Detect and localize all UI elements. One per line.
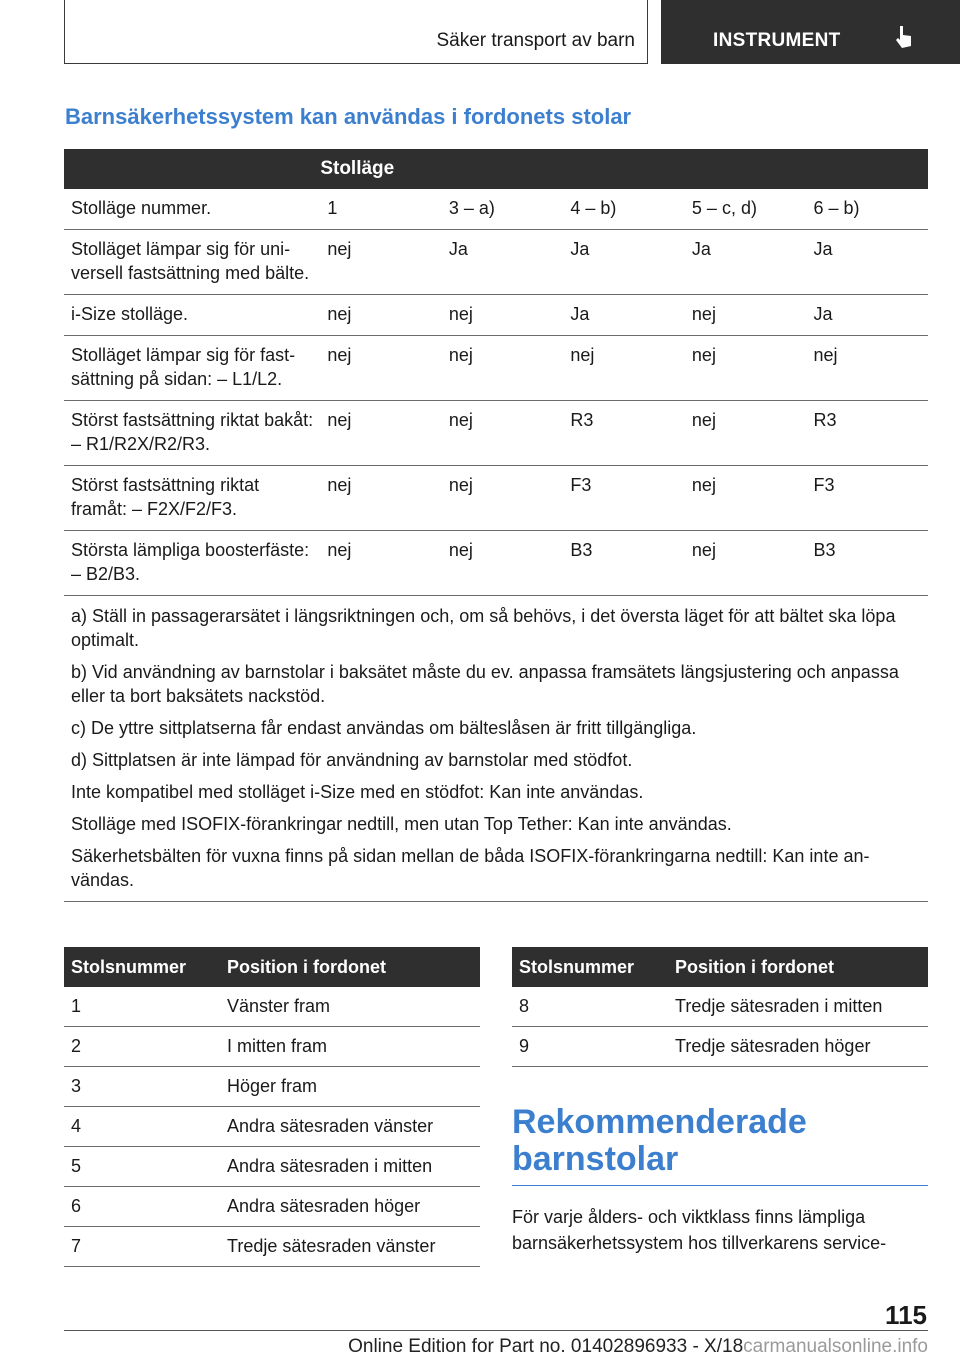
section-heading: Rekommenderade barnstolar — [512, 1104, 928, 1186]
seat-position: I mitten fram — [220, 1027, 480, 1067]
header-spacer — [64, 149, 320, 189]
row-value: F3 — [806, 466, 928, 531]
seat-position: Tredje sätesraden vänster — [220, 1227, 480, 1267]
row-value: nej — [320, 401, 442, 466]
seat-table-body — [64, 189, 928, 902]
row-value: nej — [320, 466, 442, 531]
seat-position: Andra sätesraden vänster — [220, 1107, 480, 1147]
row-value: nej — [442, 531, 564, 596]
row-value: nej — [685, 336, 807, 401]
table-row — [64, 401, 928, 466]
seat-number: 3 — [64, 1067, 220, 1107]
table-row — [64, 1067, 480, 1107]
seat-position: Andra sätesraden i mitten — [220, 1147, 480, 1187]
table-row — [64, 230, 928, 295]
footer-divider — [64, 1330, 928, 1331]
footnote: b) Vid användning av barnstolar i baksätet måste du ev. anpassa framsätets längsjustering och anpassa eller ta bort baksätets nackstöd. — [71, 662, 899, 706]
footnote: Säkerhetsbälten för vuxna finns på sidan mellan de båda ISOFIX-förankringarna nedtill: Kan inte användas. — [71, 846, 870, 890]
seat-number: 7 — [64, 1227, 220, 1267]
position-table-left — [64, 947, 480, 1267]
row-label: Störst fastsättning riktat bakåt: – R1/R2X/R2/R3. — [64, 401, 320, 466]
row-value: Ja — [685, 230, 807, 295]
table-row — [64, 531, 928, 596]
row-label: i-Size stolläge. — [64, 295, 320, 336]
chapter-tab — [661, 0, 960, 64]
position-table-body — [64, 987, 480, 1267]
seat-position: Vänster fram — [220, 987, 480, 1027]
row-value: F3 — [563, 466, 685, 531]
header-stolsnummer: Stolsnummer — [64, 947, 220, 987]
table-row — [64, 1227, 480, 1267]
row-value: 1 — [320, 189, 442, 230]
row-value: nej — [685, 401, 807, 466]
section-title: Säker transport av barn — [436, 30, 635, 51]
footnote: a) Ställ in passagerarsätet i längsriktningen och, om så behövs, i det översta läget för att bältet ska löpa optimalt. — [71, 606, 896, 650]
row-value: nej — [442, 401, 564, 466]
row-label: Största lämpliga boosterfäste: – B2/B3. — [64, 531, 320, 596]
row-value: 4 – b) — [563, 189, 685, 230]
chapter-title: INSTRUMENT — [713, 30, 841, 51]
row-value: nej — [806, 336, 928, 401]
footnote: Inte kompatibel med stolläget i-Size med en stödfot: Kan inte användas. — [71, 782, 644, 802]
seat-number: 4 — [64, 1107, 220, 1147]
row-label: Stolläge nummer. — [64, 189, 320, 230]
table-row — [512, 987, 928, 1027]
row-value: nej — [320, 336, 442, 401]
row-value: nej — [320, 230, 442, 295]
seat-number: 2 — [64, 1027, 220, 1067]
table-row — [64, 189, 928, 230]
footer-edition: Online Edition for Part no. 01402896933 - X/18 — [348, 1336, 744, 1357]
row-label: Stolläget lämpar sig för fastsättning på sidan: – L1/L2. — [64, 336, 320, 401]
row-value: B3 — [563, 531, 685, 596]
hand-pointer-icon — [893, 24, 915, 50]
table-row — [64, 1027, 480, 1067]
seat-position: Tredje sätesraden i mitten — [668, 987, 928, 1027]
header-stolsnummer: Stolsnummer — [512, 947, 668, 987]
seat-position: Höger fram — [220, 1067, 480, 1107]
header-stollage: Stolläge — [320, 149, 928, 189]
row-value: nej — [442, 466, 564, 531]
footnote: Stolläge med ISOFIX-förankringar nedtill, men utan Top Tether: Kan inte användas. — [71, 814, 732, 834]
header-position: Position i fordonet — [668, 947, 928, 987]
row-value: nej — [320, 531, 442, 596]
row-value: R3 — [806, 401, 928, 466]
seat-number: 1 — [64, 987, 220, 1027]
table-row — [64, 1107, 480, 1147]
row-label: Stolläget lämpar sig för universell fastsättning med bälte. — [64, 230, 320, 295]
row-label: Störst fastsättning riktat framåt: – F2X/F2/F3. — [64, 466, 320, 531]
notes-cell — [64, 596, 928, 902]
footnote: d) Sittplatsen är inte lämpad för användning av barnstolar med stödfot. — [71, 750, 633, 770]
position-table-body — [512, 987, 928, 1067]
table-row — [64, 987, 480, 1027]
row-value: R3 — [563, 401, 685, 466]
seat-position: Andra sätesraden höger — [220, 1187, 480, 1227]
section-text: För varje ålders- och viktklass finns lämpliga barnsäkerhetssystem hos tillverkarens service- — [512, 1207, 887, 1253]
row-value: 6 – b) — [806, 189, 928, 230]
notes-row — [64, 596, 928, 902]
seat-number: 5 — [64, 1147, 220, 1187]
seat-number: 6 — [64, 1187, 220, 1227]
row-value: nej — [685, 531, 807, 596]
seat-position-table — [64, 149, 928, 902]
row-value: nej — [685, 466, 807, 531]
seat-number: 8 — [512, 987, 668, 1027]
row-value: nej — [563, 336, 685, 401]
table-header-row — [512, 947, 928, 987]
header-position: Position i fordonet — [220, 947, 480, 987]
seat-number: 9 — [512, 1027, 668, 1067]
row-value: nej — [685, 295, 807, 336]
row-value: nej — [442, 336, 564, 401]
row-value: nej — [320, 295, 442, 336]
position-table-right — [512, 947, 928, 1067]
table-header-row — [64, 947, 480, 987]
row-value: Ja — [806, 295, 928, 336]
row-value: nej — [442, 295, 564, 336]
row-value: 5 – c, d) — [685, 189, 807, 230]
row-value: Ja — [563, 230, 685, 295]
footer-watermark: carmanualsonline.info — [743, 1336, 928, 1357]
header-section-box — [64, 0, 648, 64]
footnote: c) De yttre sittplatserna får endast användas om bälteslåsen är fritt tillgängliga. — [71, 718, 697, 738]
table-row — [64, 295, 928, 336]
row-value: Ja — [442, 230, 564, 295]
table-row — [64, 466, 928, 531]
seat-position: Tredje sätesraden höger — [668, 1027, 928, 1067]
table-row — [64, 1187, 480, 1227]
table-title: Barnsäkerhetssystem kan användas i fordonets stolar — [65, 104, 632, 129]
page-number: 115 — [885, 1300, 927, 1330]
row-value: Ja — [563, 295, 685, 336]
table-row — [64, 1147, 480, 1187]
row-value: Ja — [806, 230, 928, 295]
row-value: B3 — [806, 531, 928, 596]
table-row — [64, 336, 928, 401]
row-value: 3 – a) — [442, 189, 564, 230]
footer — [348, 1336, 928, 1358]
table-header-row — [64, 149, 928, 189]
table-row — [512, 1027, 928, 1067]
